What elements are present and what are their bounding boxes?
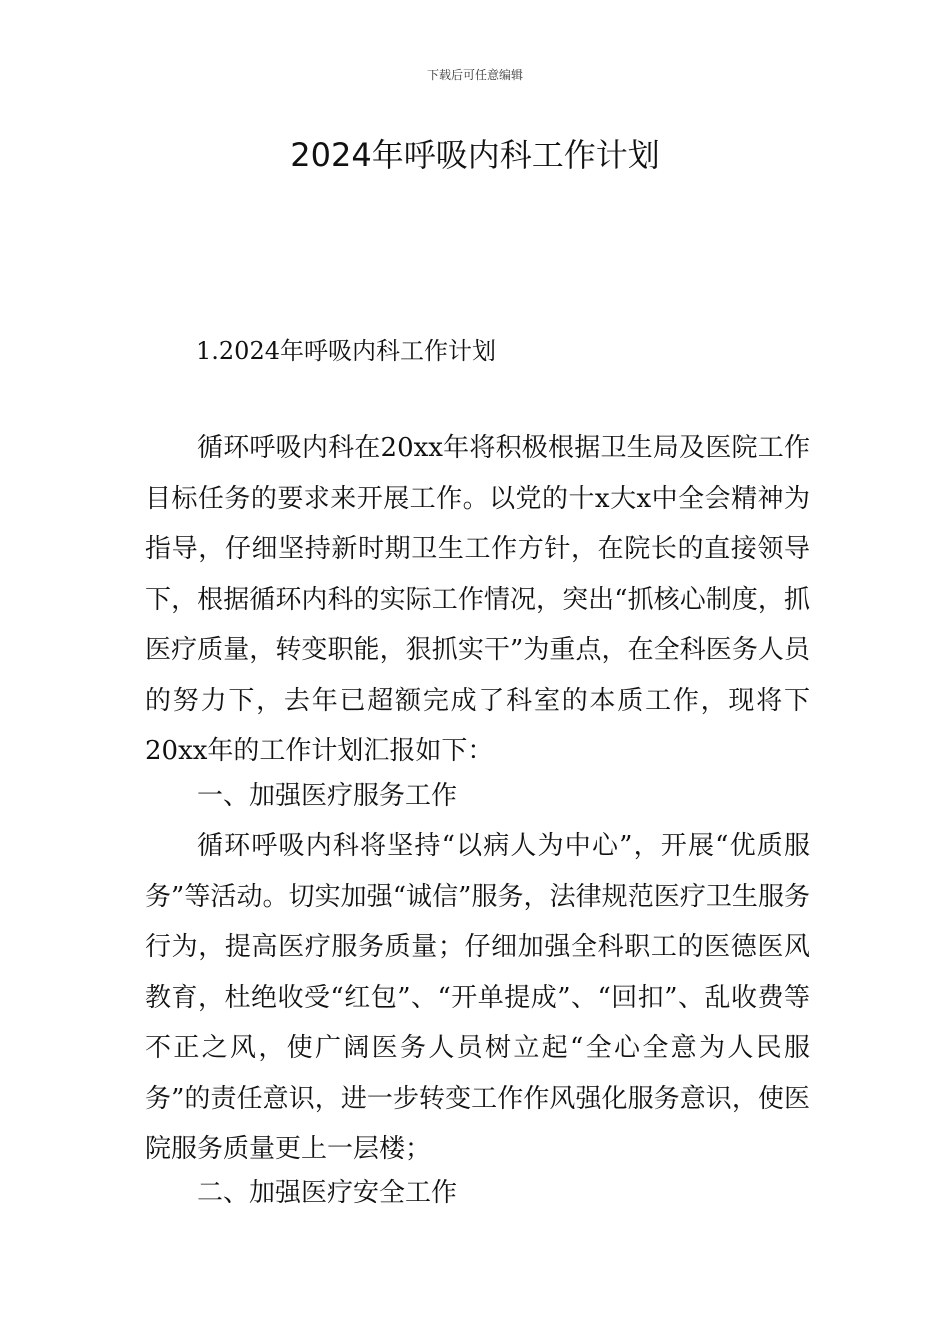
section-heading-safety: 二、加强医疗安全工作: [197, 1178, 458, 1208]
section-heading-service: 一、加强医疗服务工作: [197, 781, 458, 811]
intro-paragraph: 循环呼吸内科在20xx年将积极根据卫生局及医院工作目标任务的要求来开展工作。以党的十x大x中全会精神为指导，仔细坚持新时期卫生工作方针，在院长的直接领导下，根据循环内科的实际工作情况，突出“抓核心制度，抓医疗质量，转变职能，狠抓实干”为重点，在全科医务人员的努力下，去年已超额完成了科室的本质工作，现将下20xx年的工作计划汇报如下：: [145, 433, 810, 766]
document-title: 2024年呼吸内科工作计划: [290, 136, 660, 174]
header-note: 下载后可任意编辑: [426, 68, 523, 82]
subheading: 1.2024年呼吸内科工作计划: [196, 337, 496, 365]
service-paragraph: 循环呼吸内科将坚持“以病人为中心”，开展“优质服务”等活动。切实加强“诚信”服务，法律规范医疗卫生服务行为，提高医疗服务质量；仔细加强全科职工的医德医风教育，杜绝收受“红包”、“开单提成”、“回扣”、乱收费等不正之风，使广阔医务人员树立起“全心全意为人民服务”的责任意识，进一步转变工作作风强化服务意识，使医院服务质量更上一层楼；: [145, 831, 810, 1164]
